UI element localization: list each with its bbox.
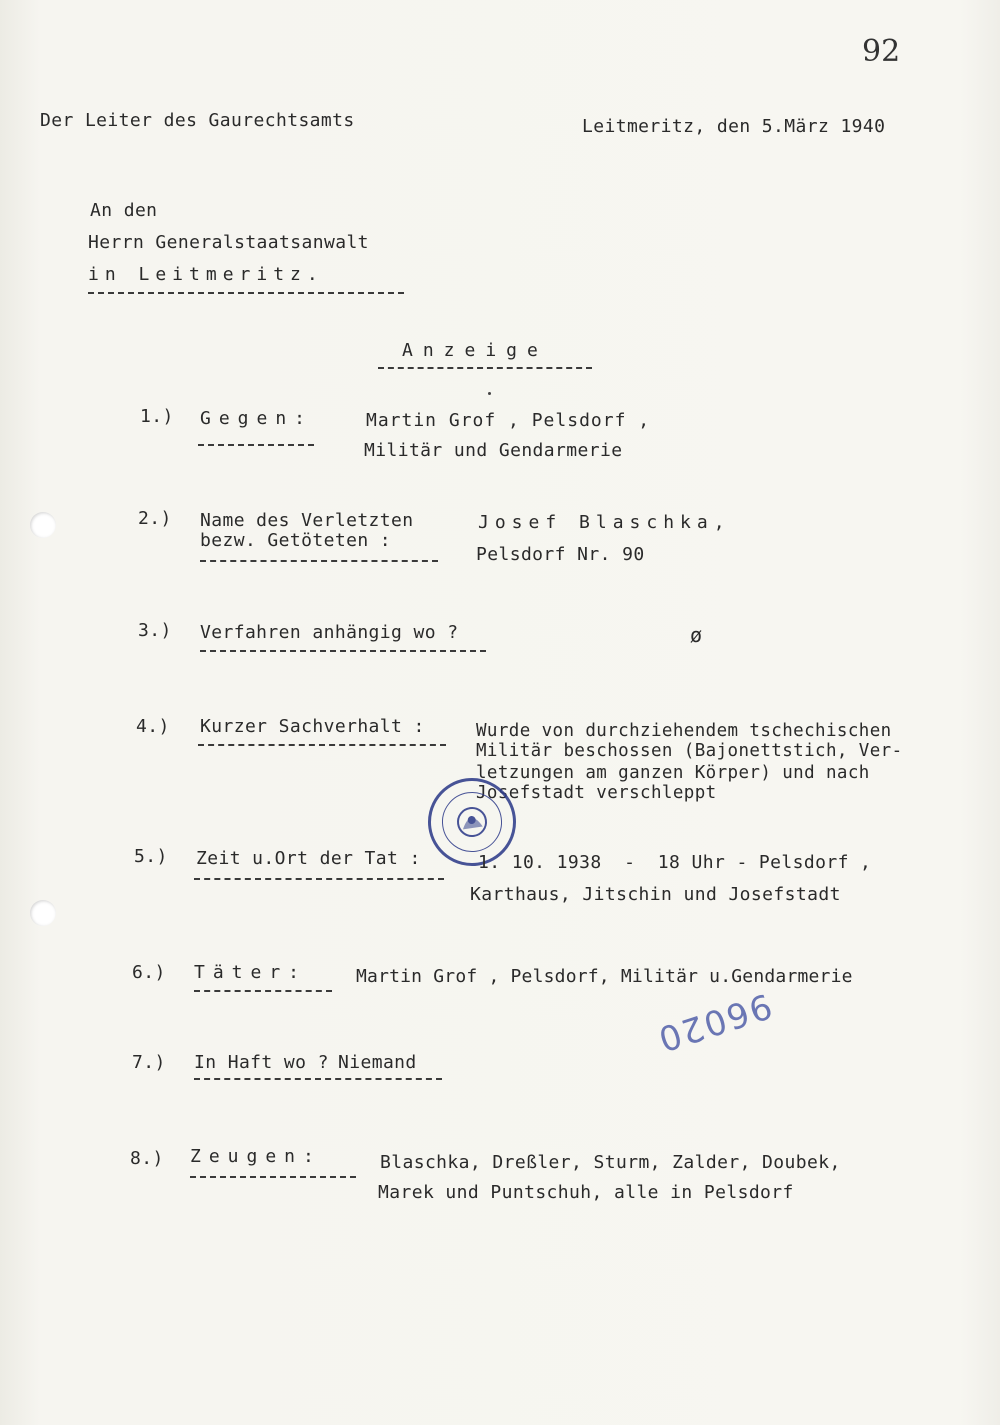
item-label: Kurzer Sachverhalt : (200, 716, 425, 737)
item-value-line: Karthaus, Jitschin und Josefstadt (470, 884, 841, 905)
label-underline (198, 444, 314, 446)
item-number: 7.) (132, 1052, 166, 1073)
title-underline (378, 367, 592, 369)
item-value: Niemand (338, 1052, 417, 1073)
archive-number: 96020 (651, 984, 777, 1060)
empty-symbol: ø (690, 623, 703, 647)
label-underline (200, 560, 438, 562)
item-label: Zeugen: (190, 1146, 322, 1167)
item-label: Täter: (194, 962, 308, 983)
punch-hole (30, 900, 56, 926)
place-date: Leitmeritz, den 5.März 1940 (582, 116, 886, 137)
item-label: In Haft wo ? (194, 1052, 329, 1073)
label-underline (200, 650, 486, 652)
item-value-line: Josefstadt verschleppt (476, 783, 717, 803)
item-label-line: Name des Verletzten (200, 510, 414, 531)
recipient-line-3: in Leitmeritz. (88, 264, 324, 285)
item-value-line: Militär beschossen (Bajonettstich, Ver- (476, 741, 903, 761)
punch-hole (30, 512, 56, 538)
document-title: Anzeige (402, 340, 548, 361)
item-value-line: Josef Blaschka, (478, 512, 731, 533)
item-value-line: Pelsdorf Nr. 90 (476, 544, 645, 565)
recipient-line-1: An den (90, 200, 158, 221)
sender-line: Der Leiter des Gaurechtsamts (40, 110, 355, 131)
item-value: Martin Grof , Pelsdorf, Militär u.Gendarmerie (356, 966, 853, 987)
item-label: Gegen: (200, 408, 314, 429)
page-number: 92 (862, 34, 901, 69)
item-label-line: bezw. Getöteten : (200, 530, 392, 551)
item-number: 5.) (134, 846, 168, 867)
item-value-line: 1. 10. 1938 - 18 Uhr - Pelsdorf , (478, 852, 872, 873)
item-number: 3.) (138, 620, 172, 641)
item-value-line: letzungen am ganzen Körper) und nach (476, 763, 870, 783)
label-underline (194, 990, 332, 992)
item-number: 6.) (132, 962, 166, 983)
item-number: 4.) (136, 716, 170, 737)
item-label: Zeit u.Ort der Tat : (196, 848, 421, 869)
item-value-line: Martin Grof , Pelsdorf , (366, 410, 651, 431)
item-value-line: Militär und Gendarmerie (364, 440, 623, 461)
label-underline (194, 1078, 442, 1080)
label-underline (194, 878, 444, 880)
recipient-line-2: Herrn Generalstaatsanwalt (88, 232, 369, 253)
seal-emblem-icon (449, 799, 494, 844)
recipient-underline (88, 292, 404, 294)
label-underline (198, 744, 446, 746)
item-number: 8.) (130, 1148, 164, 1169)
label-underline (190, 1176, 356, 1178)
item-value-line: Wurde von durchziehendem tschechischen (476, 721, 892, 741)
item-number: 2.) (138, 508, 172, 529)
item-value-line: Marek und Puntschuh, alle in Pelsdorf (378, 1182, 794, 1203)
ink-dot (488, 392, 491, 395)
item-number: 1.) (140, 406, 174, 427)
item-value-line: Blaschka, Dreßler, Sturm, Zalder, Doubek, (380, 1152, 841, 1173)
item-label: Verfahren anhängig wo ? (200, 622, 459, 643)
